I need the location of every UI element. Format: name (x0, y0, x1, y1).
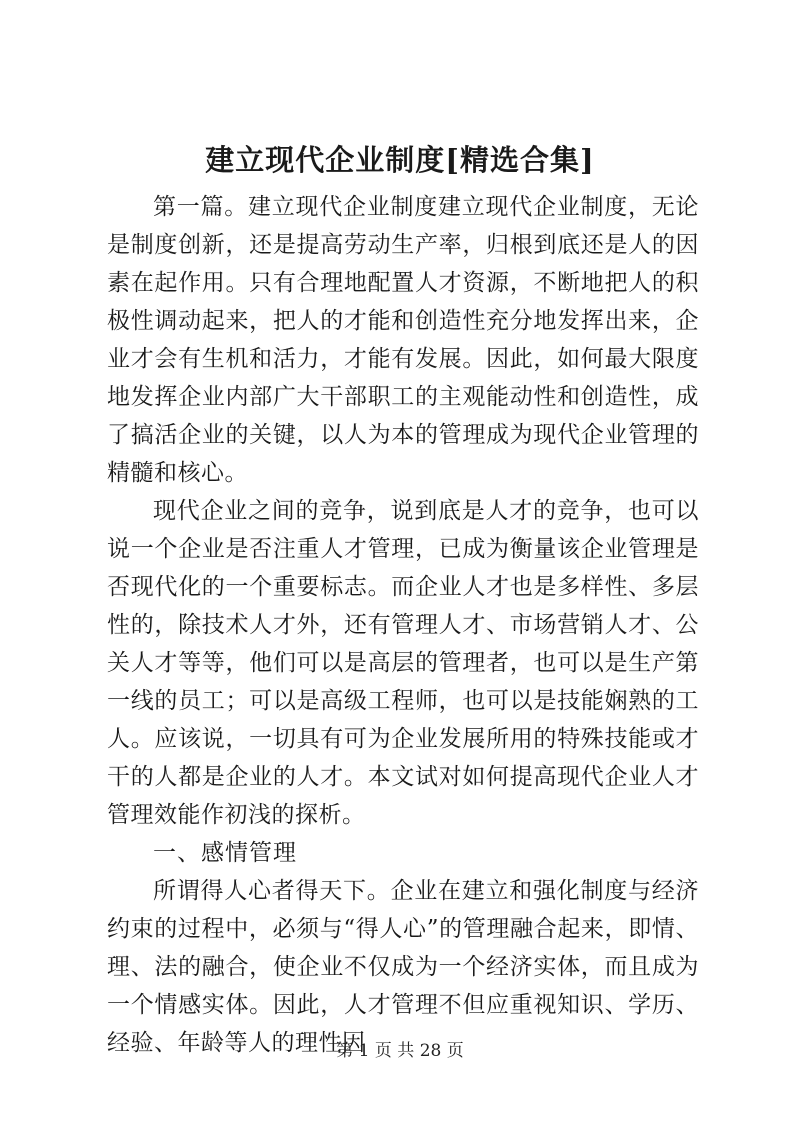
paragraph-3: 所谓得人心者得天下。企业在建立和强化制度与经济约束的过程中，必须与“得人心”的管理融合起来，即情、理、法的融合，使企业不仅成为一个经济实体，而且成为一个情感实体。因此，人才管理不但应重视知识、学历、经验、年龄等人的理性因 (107, 878, 699, 1056)
paragraph-2: 现代企业之间的竞争，说到底是人才的竞争，也可以说一个企业是否注重人才管理，已成为衡量该企业管理是否现代化的一个重要标志。而企业人才也是多样性、多层性的，除技术人才外，还有管理人才、市场营销人才、公关人才等等，他们可以是高层的管理者，也可以是生产第一线的员工；可以是高级工程师，也可以是技能娴熟的工人。应该说，一切具有可为企业发展所用的特殊技能或才干的人都是企业的人才。本文试对如何提高现代企业人才管理效能作初浅的探析。 (107, 498, 699, 828)
document-title: 建立现代企业制度[精选合集] (205, 143, 595, 177)
page-number-footer: 第 1 页 共 28 页 (336, 1041, 464, 1061)
paragraph-1: 第一篇。建立现代企业制度建立现代企业制度，无论是制度创新，还是提高劳动生产率，归根到底还是人的因素在起作用。只有合理地配置人才资源，不断地把人的积极性调动起来，把人的才能和创造性充分地发挥出来，企业才会有生机和活力，才能有发展。因此，如何最大限度地发挥企业内部广大干部职工的主观能动性和创造性，成了搞活企业的关键，以人为本的管理成为现代企业管理的精髓和核心。 (107, 194, 699, 486)
section-heading-emotional-management: 一、感情管理 (153, 840, 297, 866)
document-body (107, 188, 699, 1062)
